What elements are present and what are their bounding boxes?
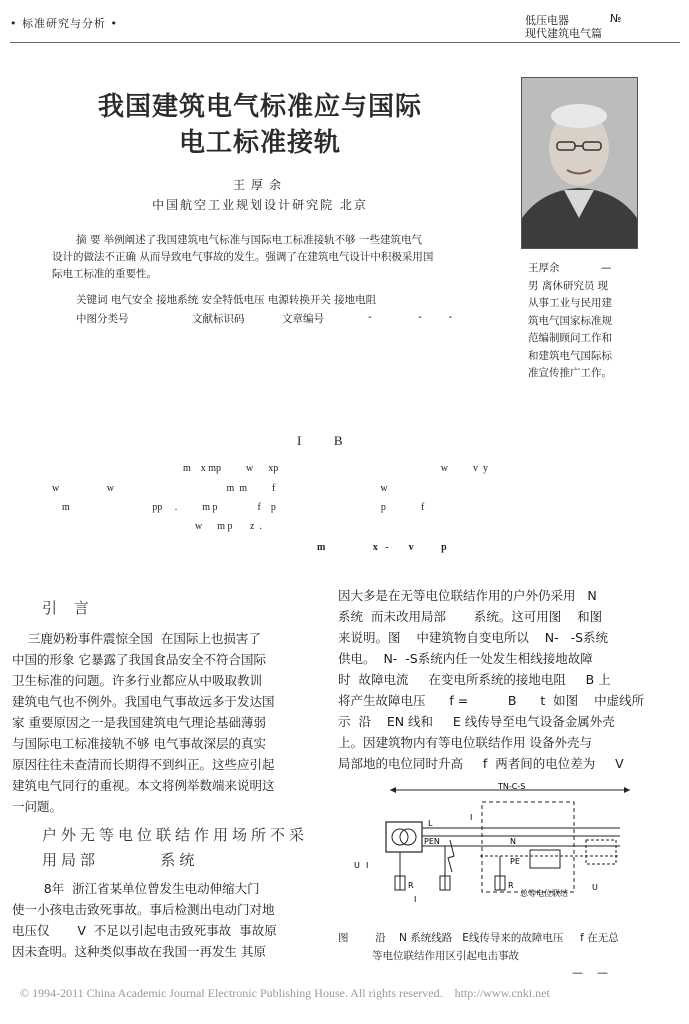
text-line: 系统 而未改用局部 系统。这可用图 和图 <box>338 609 603 624</box>
english-line: m pp . m p f p p f <box>62 502 425 513</box>
bio-line: 从事工业与民用建 <box>528 297 612 309</box>
english-line: w w m m f w <box>52 483 388 494</box>
article-number-label: 文章编号 <box>282 313 324 325</box>
circuit-figure <box>350 780 640 920</box>
english-title: I B <box>297 433 343 448</box>
figure-caption-line2: 等电位联结作用区引起电击事故 <box>372 950 519 962</box>
page-number-mark: — — <box>572 966 608 979</box>
fig-label-ra: R <box>508 881 514 890</box>
copyright-footer: © 1994-2011 China Academic Journal Electronic Publishing House. All rights reserved. http://www.cnki.net <box>20 986 550 1000</box>
right-column-text <box>338 585 643 774</box>
text-line: 时 故障电流 在变电所系统的接地电阻 B 上 <box>338 672 611 687</box>
text-line: 因未查明。这种类似事故在我国一再发生 其原 <box>12 944 266 959</box>
fig-label-rb: R <box>408 881 414 890</box>
abstract-line: 际电工标准的重要性。 <box>52 268 157 280</box>
text-line: 供电。 N- -S系统内任一处发生相线接地故障 <box>338 651 593 666</box>
article-number-dash: - - <box>418 311 453 323</box>
header-journal-section: 现代建筑电气篇 <box>525 27 602 40</box>
section-heading-intro: 引 言 <box>42 599 95 617</box>
text-line: 使一小孩电击致死事故。事后检测出电动门对地 <box>12 902 275 917</box>
author-name: 王厚余 <box>232 178 287 192</box>
english-keywords: m x - v p <box>317 542 447 553</box>
author-portrait-graphic <box>522 78 637 248</box>
text-line: 来说明。图 中建筑物自变电所以 N- -S系统 <box>338 630 609 645</box>
figure-caption-line1: 图 沿 N 系统线路 E线传导来的故障电压 f 在无总 <box>338 932 619 944</box>
text-line: 上。因建筑物内有等电位联结作用 设备外壳与 <box>338 735 592 750</box>
fig-label-uf2: U <box>592 883 598 892</box>
header-rule <box>10 42 680 43</box>
fig-label-id-rb: I <box>366 861 369 870</box>
bio-dash: — <box>600 262 612 274</box>
abstract-line: 摘 要 举例阐述了我国建筑电气标准与国际电工标准接轨不够 一些建筑电气 <box>76 234 423 246</box>
fig-label-uf: U <box>354 861 360 870</box>
english-line: m x mp w xp w v y <box>183 463 488 474</box>
header-issue-number: № <box>610 12 622 25</box>
intro-paragraph <box>12 628 312 817</box>
text-line: 中国的形象 它暴露了我国食品安全不符合国际 <box>12 652 266 667</box>
fig-label-pen: PEN <box>424 837 440 846</box>
class-number-label: 中图分类号 <box>76 313 129 325</box>
english-line: w m p z . <box>195 521 262 532</box>
text-line: 8年 浙江省某单位曾发生电动伸缩大门 <box>12 881 260 896</box>
fig-label-l: L <box>428 819 433 828</box>
bio-line: 范编制顾问工作和 <box>528 332 612 344</box>
keywords: 关键词 电气安全 接地系统 安全特低电压 电源转换开关 接地电阻 <box>76 294 377 306</box>
fig-label-id: I <box>414 895 417 904</box>
header-section-label: • 标准研究与分析 • <box>10 17 118 30</box>
fig-label-n: N <box>510 837 516 846</box>
article-number-dash: - <box>368 311 372 323</box>
fig-label-tncs: TN-C-S <box>498 782 526 791</box>
text-line: 三鹿奶粉事件震惊全国 在国际上也损害了 <box>12 631 261 646</box>
fig-label-pe: PE <box>510 857 520 866</box>
section-heading-2-line1: 户外无等电位联结作用场所不采 <box>42 826 309 844</box>
abstract <box>52 232 502 283</box>
bio-line: 准宣传推广工作。 <box>528 367 612 379</box>
text-line: 因大多是在无等电位联结作用的户外仍采用 N <box>338 588 597 603</box>
header-journal-name: 低压电器 <box>525 14 569 27</box>
text-line: 一问题。 <box>12 799 63 814</box>
bio-line: 男 离休研究员 现 <box>528 279 609 292</box>
text-line: 将产生故障电压 f = B t 如图 中虚线所 <box>338 693 645 708</box>
fig-label-ic: I <box>470 813 473 822</box>
text-line: 建筑电气同行的重视。本文将例举数端来说明这 <box>12 778 275 793</box>
text-line: 原因往往未查清而长期得不到纠正。这些应引起 <box>12 757 275 772</box>
article-title-line2: 电工标准接轨 <box>178 128 341 158</box>
abstract-line: 设计的做法不正确 从而导致电气事故的发生。强调了在建筑电气设计中积极采用国 <box>52 251 434 263</box>
doc-code-label: 文献标识码 <box>192 313 245 325</box>
fig-label-bonding: 总等电位联结 <box>520 889 568 898</box>
section-heading-2-line2: 用局部 系统 <box>42 851 199 869</box>
text-line: 卫生标准的问题。许多行业都应从中吸取教训 <box>12 673 263 688</box>
circuit-diagram <box>350 780 640 920</box>
text-line: 与国际电工标准接轨不够 电气事故深层的真实 <box>12 736 266 751</box>
text-line: 局部地的电位同时升高 f 两者间的电位差为 V <box>338 756 624 771</box>
article-title-line1: 我国建筑电气标准应与国际 <box>97 92 422 122</box>
bio-name: 王厚余 <box>528 262 560 274</box>
author-photo <box>521 77 638 249</box>
text-line: 家 重要原因之一是我国建筑电气理论基础薄弱 <box>12 715 266 730</box>
text-line: 示 沿 EN 线和 E 线传导至电气设备金属外壳 <box>338 714 615 729</box>
section2-paragraph <box>12 878 312 962</box>
bio-line: 筑电气国家标准规 <box>528 314 612 327</box>
author-affiliation: 中国航空工业规划设计研究院 北京 <box>152 198 368 212</box>
text-line: 建筑电气也不例外。我国电气事故远多于发达国 <box>12 694 275 709</box>
bio-line: 和建筑电气国际标 <box>528 349 612 362</box>
text-line: 电压仅 V 不足以引起电击致死事故 事故原 <box>12 923 277 938</box>
author-bio <box>528 260 638 383</box>
